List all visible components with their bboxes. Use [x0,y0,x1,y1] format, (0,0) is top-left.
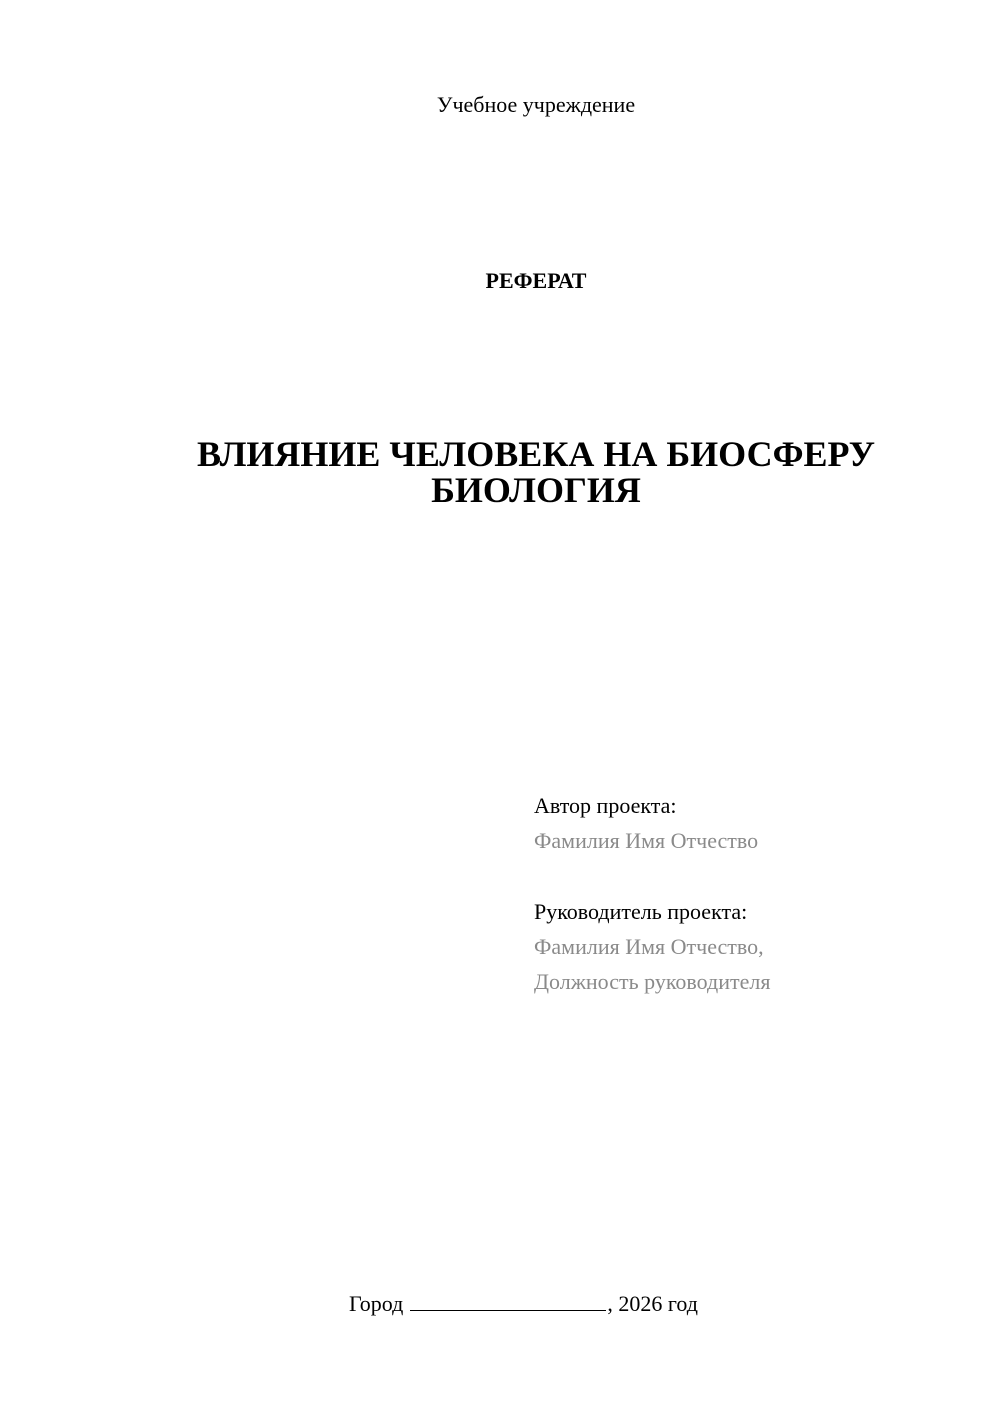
credits-block [534,788,974,999]
supervisor-label: Руководитель проекта: [534,899,748,924]
title-line-topic: ВЛИЯНИЕ ЧЕЛОВЕКА НА БИОСФЕРУ [196,434,876,474]
author-name: Фамилия Имя Отчество [534,828,759,853]
city-year-line [349,1290,698,1318]
author-label: Автор проекта: [534,793,677,818]
credits-spacer [534,858,974,894]
title-line-subject: БИОЛОГИЯ [431,470,641,510]
supervisor-position: Должность руководителя [534,969,771,994]
supervisor-name: Фамилия Имя Отчество, [534,934,764,959]
document-type: РЕФЕРАТ [485,268,587,293]
document-title [0,436,1000,508]
city-label: Город [349,1291,404,1316]
year-text: , 2026 год [607,1291,698,1316]
city-blank-line [410,1290,606,1311]
institution-name: Учебное учреждение [436,92,636,117]
